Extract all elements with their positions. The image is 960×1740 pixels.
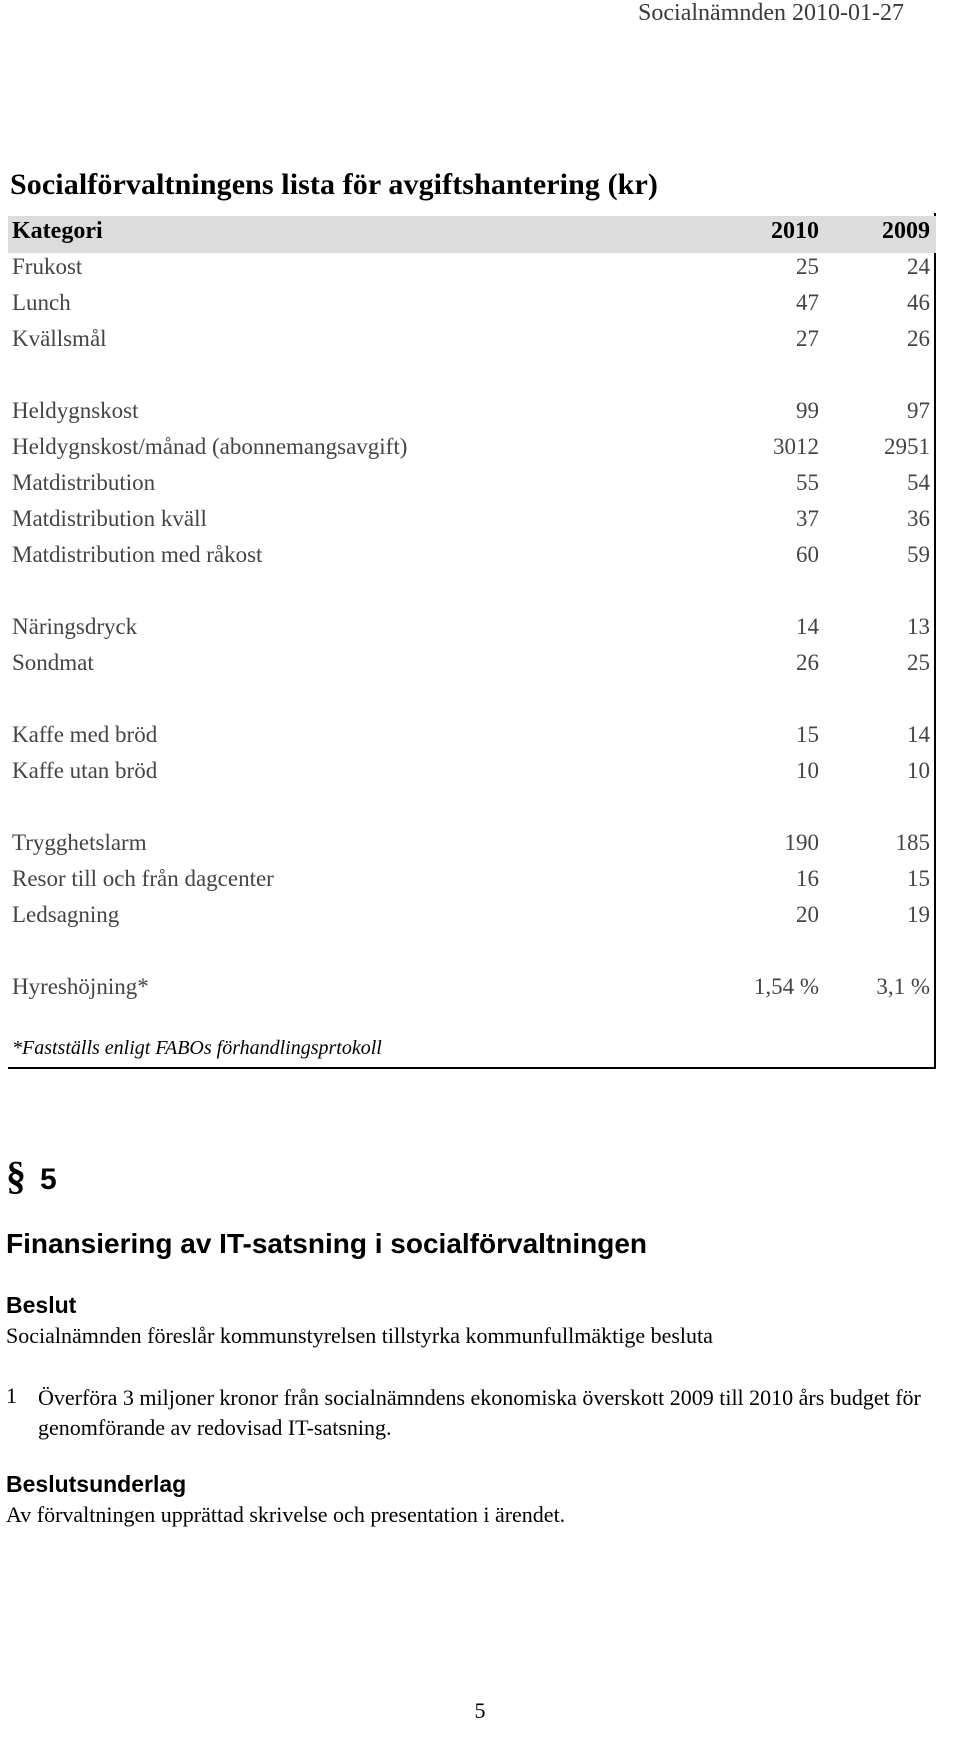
row-value-2009: 2951	[884, 434, 930, 459]
section-heading: Finansiering av IT-satsning i socialförvaltningen	[6, 1228, 648, 1259]
row-value-2009: 3,1 %	[876, 974, 930, 999]
basis-text: Av förvaltningen upprättad skrivelse och presentation i ärendet.	[6, 1502, 566, 1527]
row-value-2010: 27	[796, 326, 819, 351]
section-symbol: §	[6, 1153, 26, 1198]
table-row	[8, 722, 934, 758]
table-row	[8, 434, 934, 470]
row-value-2009: 26	[907, 326, 930, 351]
table-footnote: *Fastställs enligt FABOs förhandlingsprtokoll	[12, 1037, 382, 1059]
row-category: Kvällsmål	[12, 326, 107, 351]
row-value-2009: 46	[907, 290, 930, 315]
table-row	[8, 974, 934, 1010]
section-number-value: 5	[40, 1163, 57, 1196]
row-value-2009: 13	[907, 614, 930, 639]
table-row	[8, 866, 934, 902]
table-row	[8, 326, 934, 362]
row-category: Kaffe med bröd	[12, 722, 158, 747]
row-value-2010: 55	[796, 470, 819, 495]
row-value-2010: 15	[796, 722, 819, 747]
row-value-2009: 54	[907, 470, 930, 495]
row-value-2010: 99	[796, 398, 819, 423]
row-value-2010: 1,54 %	[753, 974, 819, 999]
list-item-text: Överföra 3 miljoner kronor från socialnämndens ekonomiska överskott 2009 till 2010 års budget för genomförande av redovisad IT-satsning.	[38, 1385, 921, 1440]
table-row	[8, 398, 934, 434]
row-category: Matdistribution	[12, 470, 156, 495]
list-item-number: 1	[6, 1383, 17, 1408]
row-value-2009: 14	[907, 722, 930, 747]
table-row	[8, 614, 934, 650]
row-category: Heldygnskost	[12, 398, 139, 423]
column-header-category: Kategori	[12, 218, 103, 244]
row-value-2009: 25	[907, 650, 930, 675]
decision-text: Socialnämnden föreslår kommunstyrelsen tillstyrka kommunfullmäktige besluta	[6, 1323, 713, 1348]
row-value-2009: 59	[907, 542, 930, 567]
fee-table	[8, 213, 936, 1069]
row-category: Heldygnskost/månad (abonnemangsavgift)	[12, 434, 408, 459]
row-value-2009: 97	[907, 398, 930, 423]
running-header: Socialnämnden 2010-01-27	[638, 0, 904, 26]
row-value-2010: 190	[784, 830, 819, 855]
decision-heading: Beslut	[6, 1292, 77, 1318]
table-row	[8, 542, 934, 578]
row-value-2010: 60	[796, 542, 819, 567]
row-value-2010: 25	[796, 254, 819, 279]
row-category: Lunch	[12, 290, 71, 315]
row-value-2009: 185	[895, 830, 930, 855]
section-number	[6, 1152, 57, 1199]
column-header-2010: 2010	[771, 218, 819, 244]
table-row	[8, 254, 934, 290]
row-category: Matdistribution kväll	[12, 506, 207, 531]
table-header-row	[8, 218, 934, 254]
row-category: Hyreshöjning*	[12, 974, 149, 999]
row-category: Kaffe utan bröd	[12, 758, 158, 783]
row-value-2010: 16	[796, 866, 819, 891]
row-value-2009: 36	[907, 506, 930, 531]
table-row	[8, 650, 934, 686]
row-value-2010: 20	[796, 902, 819, 927]
row-value-2009: 15	[907, 866, 930, 891]
row-value-2009: 10	[907, 758, 930, 783]
document-title: Socialförvaltningens lista för avgiftshantering (kr)	[10, 168, 658, 201]
row-category: Matdistribution med råkost	[12, 542, 263, 567]
row-value-2009: 19	[907, 902, 930, 927]
row-category: Trygghetslarm	[12, 830, 147, 855]
column-header-2009: 2009	[882, 218, 930, 244]
row-category: Resor till och från dagcenter	[12, 866, 274, 891]
row-value-2010: 10	[796, 758, 819, 783]
row-value-2010: 14	[796, 614, 819, 639]
table-row	[8, 290, 934, 326]
table-row	[8, 506, 934, 542]
row-value-2010: 26	[796, 650, 819, 675]
row-value-2009: 24	[907, 254, 930, 279]
row-category: Näringsdryck	[12, 614, 138, 639]
page-number: 5	[474, 1698, 486, 1723]
table-row	[8, 902, 934, 938]
table-row	[8, 830, 934, 866]
row-category: Frukost	[12, 254, 83, 279]
table-row	[8, 758, 934, 794]
row-category: Ledsagning	[12, 902, 120, 927]
row-value-2010: 3012	[773, 434, 819, 459]
basis-heading: Beslutsunderlag	[6, 1471, 187, 1497]
row-value-2010: 47	[796, 290, 819, 315]
row-category: Sondmat	[12, 650, 94, 675]
table-row	[8, 470, 934, 506]
row-value-2010: 37	[796, 506, 819, 531]
